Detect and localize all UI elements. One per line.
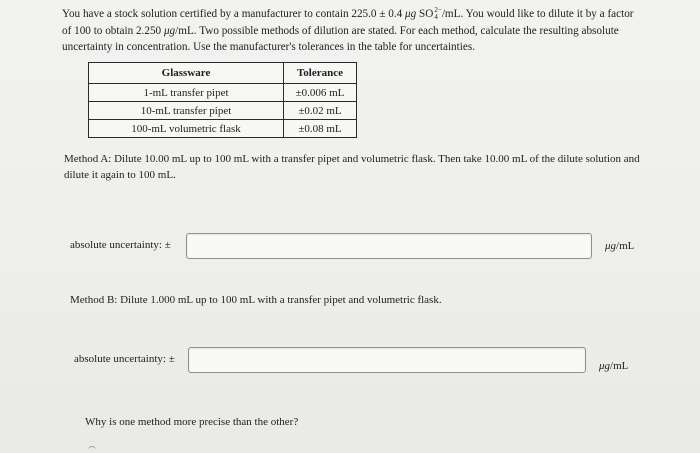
table-row <box>89 120 357 138</box>
sulfate-charge: 2− <box>434 6 442 15</box>
table-header-row <box>89 63 357 84</box>
intro-unit-mu-2: μg <box>163 24 176 37</box>
table-cell: ±0.02 mL <box>284 102 357 120</box>
sulfate-subscript: 4 <box>434 13 438 22</box>
sulfate-symbol: SO <box>416 8 434 20</box>
method-a-unit <box>605 240 634 252</box>
problem-statement <box>62 6 637 56</box>
intro-text-2: /mL. You would like to dilute it by a factor of 100 to obtain 2.250 <box>62 8 634 37</box>
method-b-description: Method B: Dilute 1.000 mL up to 100 mL with a transfer pipet and volumetric flask. <box>70 294 442 306</box>
method-a-unit-rest: /mL <box>616 240 635 252</box>
intro-text-1: You have a stock solution certified by a manufacturer to contain 225.0 ± 0.4 <box>62 8 406 20</box>
method-b-uncertainty-label: absolute uncertainty: ± <box>74 353 175 365</box>
table-row <box>89 84 357 102</box>
method-a-description: Method A: Dilute 10.00 mL up to 100 mL with a transfer pipet and volumetric flask. Then take 10.00 mL of the dilute solution and dilute it again to 100 mL. <box>64 153 640 181</box>
cut-off-glyph <box>88 446 96 453</box>
table-cell: 1-mL transfer pipet <box>89 84 284 102</box>
method-b-unit <box>599 360 628 372</box>
tolerance-table <box>88 62 357 138</box>
method-a-uncertainty-label: absolute uncertainty: ± <box>70 239 171 251</box>
method-b-unit-rest: /mL <box>610 360 629 372</box>
method-a-unit-mu: μg <box>605 240 617 252</box>
method-a-uncertainty-input[interactable] <box>186 233 592 259</box>
table-cell: ±0.08 mL <box>284 120 357 138</box>
table-header-tolerance: Tolerance <box>284 63 357 84</box>
table-header-glassware: Glassware <box>89 63 284 84</box>
intro-text-3: /mL. Two possible methods of dilution are stated. For each method, calculate the resulting absolute uncertainty in concentration. Use the manufacturer's tolerances in the table for uncertainties. <box>62 24 619 53</box>
method-b-unit-mu: μg <box>599 360 611 372</box>
table-cell: ±0.006 mL <box>284 84 357 102</box>
precision-question: Why is one method more precise than the other? <box>85 416 299 428</box>
table-row <box>89 102 357 120</box>
table-cell: 100-mL volumetric flask <box>89 120 284 138</box>
table-cell: 10-mL transfer pipet <box>89 102 284 120</box>
sulfate-charge-stack <box>434 7 441 21</box>
method-b-uncertainty-input[interactable] <box>188 347 586 373</box>
intro-unit-mu: μg <box>405 8 417 20</box>
